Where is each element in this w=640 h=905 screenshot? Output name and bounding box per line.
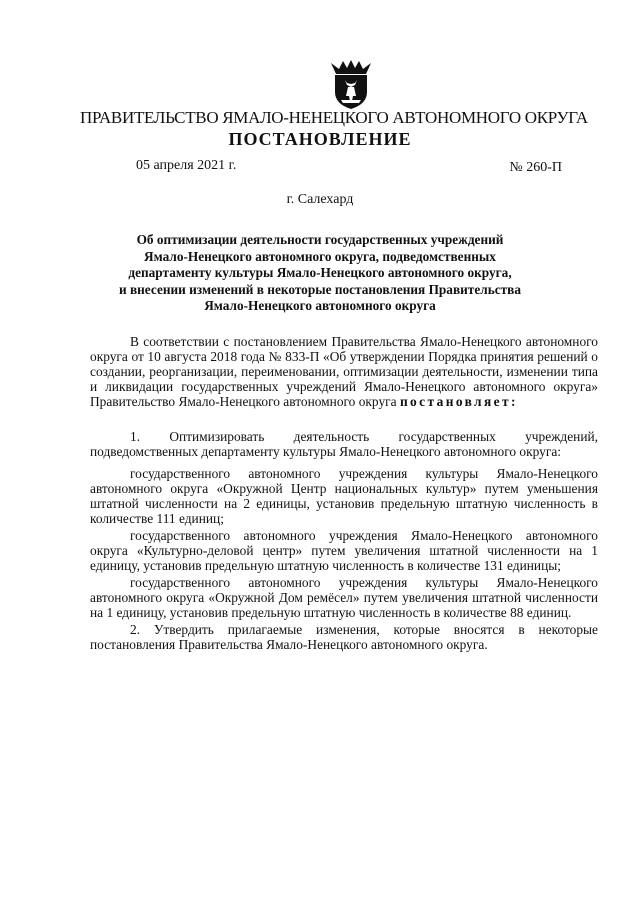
document-city: г. Салехард xyxy=(286,192,354,207)
resolves-keyword: постановляет: xyxy=(399,394,518,409)
heading-line: Ямало-Ненецкого автономного округа, подведомственных xyxy=(144,248,496,264)
document-date: 05 апреля 2021 г. xyxy=(136,158,237,173)
document-heading xyxy=(80,232,560,315)
coat-of-arms-icon xyxy=(328,60,374,110)
document-number: № 260-П xyxy=(509,160,562,175)
heading-line: и внесении изменений в некоторые постановления Правительства xyxy=(118,281,521,297)
heading-line: Об оптимизации деятельности государственных учреждений xyxy=(136,232,504,247)
heading-line: Ямало-Ненецкого автономного округа xyxy=(204,298,436,313)
preamble-paragraph xyxy=(90,334,598,409)
item-1a-paragraph: государственного автономного учреждения культуры Ямало-Ненецкого автономного округа «Окружной Центр национальных культур» путем уменьшения штатной численности на 2 единицы, установив предельную штатную численность в количестве 111 единиц; xyxy=(90,466,598,526)
government-title: ПРАВИТЕЛЬСТВО ЯМАЛО-НЕНЕЦКОГО АВТОНОМНОГО ОКРУГА xyxy=(80,108,588,127)
preamble-text: В соответствии с постановлением Правительства Ямало-Ненецкого автономного округа от 10 августа 2018 года № 833-П «Об утверждении Порядка принятия решений о создании, реорганизации, переименовании, оптимизации деятельности, изменении типа и ликвидации государственных учреждений Ямало-Ненецкого автономного округа» Правительство Ямало-Ненецкого автономного округа xyxy=(90,334,598,409)
document-type: ПОСТАНОВЛЕНИЕ xyxy=(228,129,412,149)
item-1-paragraph: 1. Оптимизировать деятельность государственных учреждений, подведомственных департаменту культуры Ямало-Ненецкого автономного округа: xyxy=(90,429,598,459)
item-1c-paragraph: государственного автономного учреждения культуры Ямало-Ненецкого автономного округа «Окружной Дом ремёсел» путем увеличения штатной численности на 1 единицу, установив предельную штатную численность в количестве 88 единиц. xyxy=(90,575,598,620)
item-2-paragraph: 2. Утвердить прилагаемые изменения, которые вносятся в некоторые постановления Правительства Ямало-Ненецкого автономного округа. xyxy=(90,622,598,652)
document-body xyxy=(90,334,598,652)
item-1b-paragraph: государственного автономного учреждения Ямало-Ненецкого автономного округа «Культурно-деловой центр» путем увеличения штатной численности на 1 единицу, установив предельную штатную численность в количестве 131 единицы; xyxy=(90,528,598,573)
heading-line: департаменту культуры Ямало-Ненецкого автономного округа, xyxy=(128,265,512,280)
